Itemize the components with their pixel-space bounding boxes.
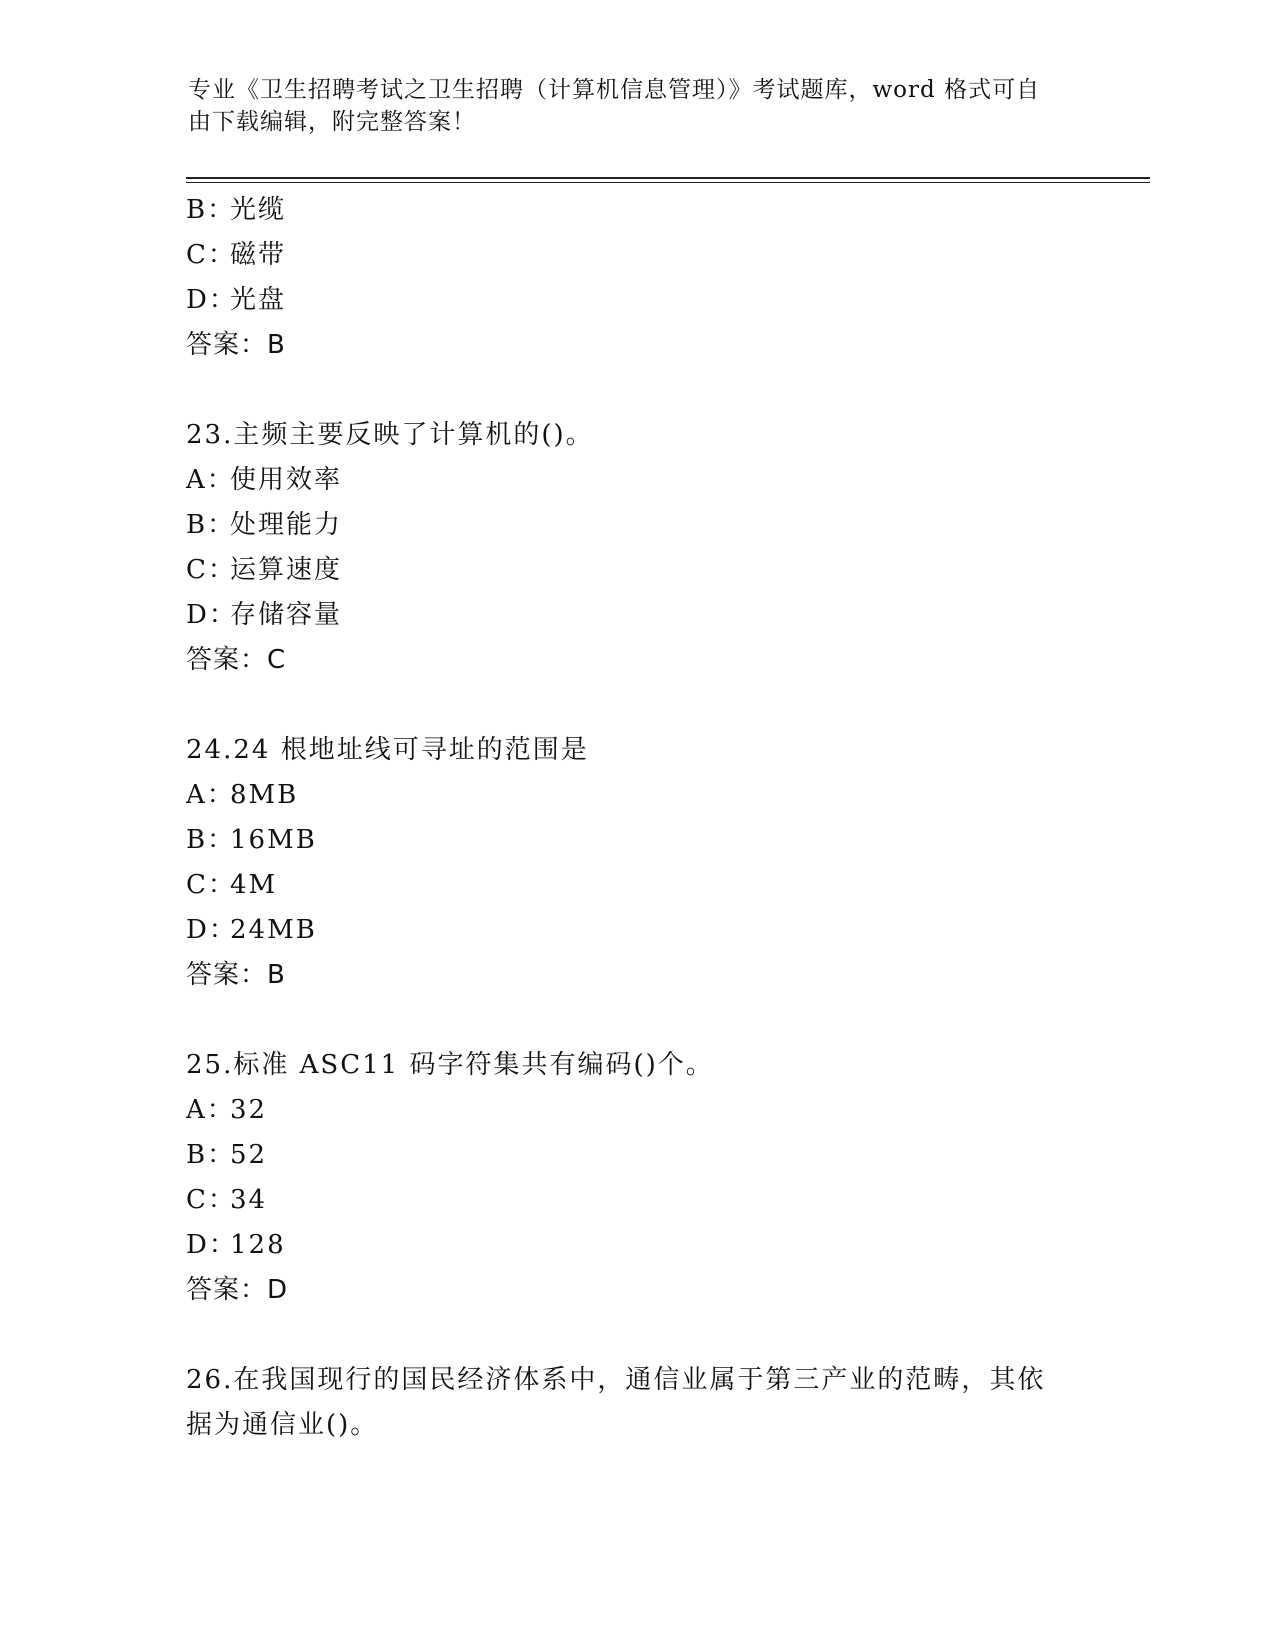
option-key: C： xyxy=(186,1185,236,1215)
option-text: 光盘 xyxy=(230,285,287,315)
option-b xyxy=(186,193,286,227)
option-text: 运算速度 xyxy=(230,555,343,585)
option-key: C： xyxy=(186,870,236,900)
option-d xyxy=(186,1228,286,1262)
doc-header-line-2: 由下载编辑，附完整答案！ xyxy=(188,109,476,135)
option-a xyxy=(186,1093,267,1127)
option-text: 32 xyxy=(230,1095,268,1125)
option-b xyxy=(186,1138,267,1172)
option-text: 24MB xyxy=(230,915,317,945)
option-c xyxy=(186,238,286,272)
option-text: 8MB xyxy=(230,780,299,810)
option-b xyxy=(186,823,317,857)
answer-line: 答案：B xyxy=(186,960,286,990)
option-c xyxy=(186,1183,267,1217)
question-26-stem-line-1: 26.在我国现行的国民经济体系中，通信业属于第三产业的范畴，其依 xyxy=(186,1365,1046,1395)
option-key: D： xyxy=(186,1230,237,1260)
option-key: D： xyxy=(186,915,237,945)
option-text: 16MB xyxy=(230,825,317,855)
doc-header-line-1: 专业《卫生招聘考试之卫生招聘（计算机信息管理）》考试题库，word 格式可自 xyxy=(188,77,1041,103)
option-key: B： xyxy=(186,195,236,225)
option-text: 存储容量 xyxy=(230,600,343,630)
option-key: D： xyxy=(186,285,237,315)
option-c xyxy=(186,868,277,902)
question-26-stem-line-2: 据为通信业()。 xyxy=(186,1410,379,1440)
option-c xyxy=(186,553,342,587)
header-rule-bottom xyxy=(186,182,1150,183)
question-24-stem: 24.24 根地址线可寻址的范围是 xyxy=(186,735,589,765)
option-key: A： xyxy=(186,465,235,495)
option-b xyxy=(186,508,342,542)
option-key: A： xyxy=(186,780,235,810)
option-text: 34 xyxy=(230,1185,268,1215)
option-text: 处理能力 xyxy=(230,510,343,540)
option-key: D： xyxy=(186,600,237,630)
option-text: 128 xyxy=(230,1230,286,1260)
option-d xyxy=(186,598,342,632)
option-key: C： xyxy=(186,555,236,585)
option-text: 52 xyxy=(230,1140,268,1170)
option-key: B： xyxy=(186,510,236,540)
header-rule-top xyxy=(186,177,1150,179)
option-key: B： xyxy=(186,825,236,855)
option-a xyxy=(186,778,298,812)
option-key: A： xyxy=(186,1095,235,1125)
option-text: 4M xyxy=(230,870,278,900)
option-text: 磁带 xyxy=(230,240,287,270)
option-key: C： xyxy=(186,240,236,270)
option-text: 使用效率 xyxy=(230,465,343,495)
option-text: 光缆 xyxy=(230,195,287,225)
answer-line: 答案：C xyxy=(186,645,287,675)
question-25-stem: 25.标准 ASC11 码字符集共有编码()个。 xyxy=(186,1050,714,1080)
option-a xyxy=(186,463,342,497)
option-d xyxy=(186,913,317,947)
option-key: B： xyxy=(186,1140,236,1170)
answer-line: 答案：D xyxy=(186,1275,289,1305)
answer-line: 答案：B xyxy=(186,330,286,360)
option-d xyxy=(186,283,286,317)
question-23-stem: 23.主频主要反映了计算机的()。 xyxy=(186,420,594,450)
